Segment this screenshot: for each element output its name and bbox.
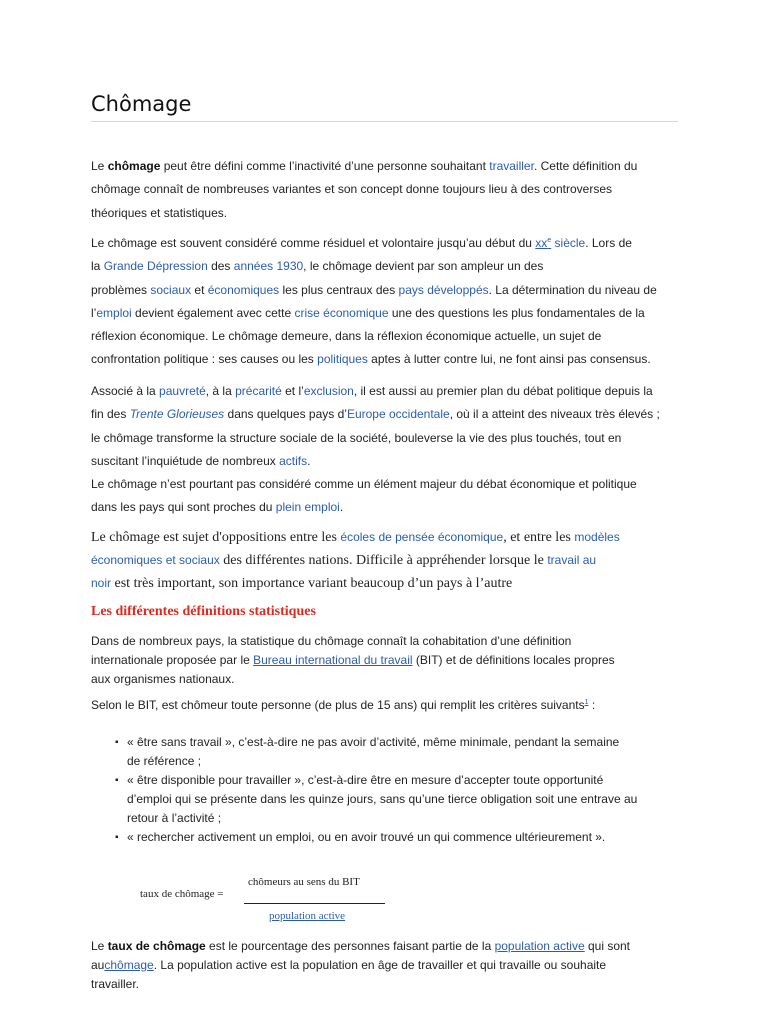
history-paragraph: Le chômage est souvent considéré comme résiduel et volontaire jusqu’au début du $xx^e$ siècle. Lors de la Grande Dépression des années 1930, le chômage devient par son ampleur un des problèmes sociaux et économiques les plus centraux des pays développés. La détermination du niveau de l’emploi devient également avec cette crise économique une des questions les plus fondamentales de la réflexion économique. Le chômage demeure, dans la réflexion économique actuelle, un sujet de confrontation politique : ses causes ou les politiques aptes à lutter contre lui, ne font ainsi pas consensus. <box>91 236 657 367</box>
title-divider <box>91 121 678 122</box>
definitions-paragraph: Dans de nombreux pays, la statistique du chômage connaît la cohabitation d’une définition internationale proposée par le Bureau international du travail (BIT) et de définitions locales propres aux organismes nationaux. <box>91 634 615 686</box>
formula-denominator[interactable]: population active <box>269 910 346 922</box>
link-plein-emploi[interactable]: plein emploi <box>275 500 340 515</box>
rate-definition-paragraph: Le taux de chômage est le pourcentage des personnes faisant partie de la population active qui sont auchômage. La population active est la population en âge de travailler et qui travaille ou souhaite travailler. <box>91 939 631 991</box>
link-population-active[interactable]: population active <box>494 939 585 953</box>
bold-term-taux: taux de chômage <box>107 939 206 953</box>
link-pauvrete[interactable]: pauvreté <box>159 384 206 398</box>
link-annees-1930[interactable]: années 1930 <box>233 259 304 274</box>
link-chomage[interactable]: chômage <box>104 958 154 972</box>
society-paragraph: Associé à la pauvreté, à la précarité et l’exclusion, il est aussi au premier plan du débat politique depuis la fin des Trente Glorieuses dans quelques pays d’Europe occidentale, où il a atteint des niveaux très élevés ; le chômage transforme la structure sociale de la société, bouleverse la vie des plus touchés, tout en suscitant l’inquiétude de nombreux actifs. Le chômage n’est pourtant pas considéré comme un élément majeur du débat économique et politique dans les pays qui sont proches du plein emploi. <box>91 384 660 515</box>
footnote-ref-1[interactable]: 1 <box>584 699 589 706</box>
link-trente-glorieuses[interactable]: Trente Glorieuses <box>129 407 225 422</box>
link-precarite[interactable]: précarité <box>235 384 282 398</box>
link-travailler[interactable]: travailler <box>489 159 534 173</box>
section-heading: Les différentes définitions statistiques <box>91 604 316 619</box>
bold-term-chomage: chômage <box>107 159 161 173</box>
link-modeles[interactable]: modèles <box>574 530 620 544</box>
unemployment-rate-formula <box>140 876 400 931</box>
link-grande-depression[interactable]: Grande Dépression <box>103 259 208 274</box>
link-sociaux[interactable]: sociaux <box>150 282 192 297</box>
link-pays-developpes[interactable]: pays développés <box>398 282 489 297</box>
formula-lhs: taux de chômage = <box>140 888 224 900</box>
link-ecoles-pensee[interactable]: écoles de pensée économique <box>340 530 504 544</box>
page-title: Chômage <box>91 92 192 116</box>
link-economiques-sociaux[interactable]: économiques et sociaux <box>91 553 220 567</box>
link-travail-au-noir[interactable]: travail au <box>547 553 597 567</box>
list-item: ▪ « être sans travail », c’est-à-dire ne pas avoir d’activité, même minimale, pendant la semaine de référence ; <box>115 733 675 771</box>
link-politiques[interactable]: politiques <box>317 352 368 367</box>
list-item: ▪ « être disponible pour travailler », c’est-à-dire être en mesure d’accepter toute opportunité d’emploi qui se présente dans les quinze jours, sans qu’une tierce obligation soit une entrave au retour à l’activité ; <box>115 771 675 828</box>
link-noir[interactable]: noir <box>91 576 112 590</box>
oppositions-paragraph: Le chômage est sujet d'oppositions entre les écoles de pensée économique, et entre les modèles économiques et sociaux des différentes nations. Difficile à appréhender lorsque le travail au noir est très important, son importance variant beaucoup d’un pays à l’autre <box>91 530 620 591</box>
link-europe-occidentale[interactable]: Europe occidentale <box>346 407 450 422</box>
link-crise-economique[interactable]: crise économique <box>294 305 389 320</box>
link-emploi[interactable]: emploi <box>96 305 132 320</box>
fraction-bar <box>244 903 385 904</box>
intro-paragraph: Le chômage peut être défini comme l’inactivité d’une personne souhaitant travailler. Cette définition du chômage connaît de nombreuses variantes et son concept donne toujours lieu à des controverses théoriques et statistiques. <box>91 159 638 220</box>
link-economiques[interactable]: économiques <box>207 282 280 297</box>
link-xx-century[interactable]: $xx^e$ <box>535 236 552 250</box>
bit-criteria-intro: Selon le BIT, est chômeur toute personne (de plus de 15 ans) qui remplit les critères suivants$^1$ : <box>91 698 596 712</box>
bit-criteria-list <box>115 733 675 847</box>
link-siecle[interactable]: siècle <box>554 236 586 250</box>
formula-numerator: chômeurs au sens du BIT <box>248 876 360 888</box>
link-actifs[interactable]: actifs <box>279 453 308 468</box>
list-item: ▪ « rechercher activement un emploi, ou en avoir trouvé un qui commence ultérieurement ». <box>115 828 675 847</box>
link-bureau-international-travail[interactable]: Bureau international du travail <box>253 653 413 667</box>
link-exclusion[interactable]: exclusion <box>303 384 354 398</box>
